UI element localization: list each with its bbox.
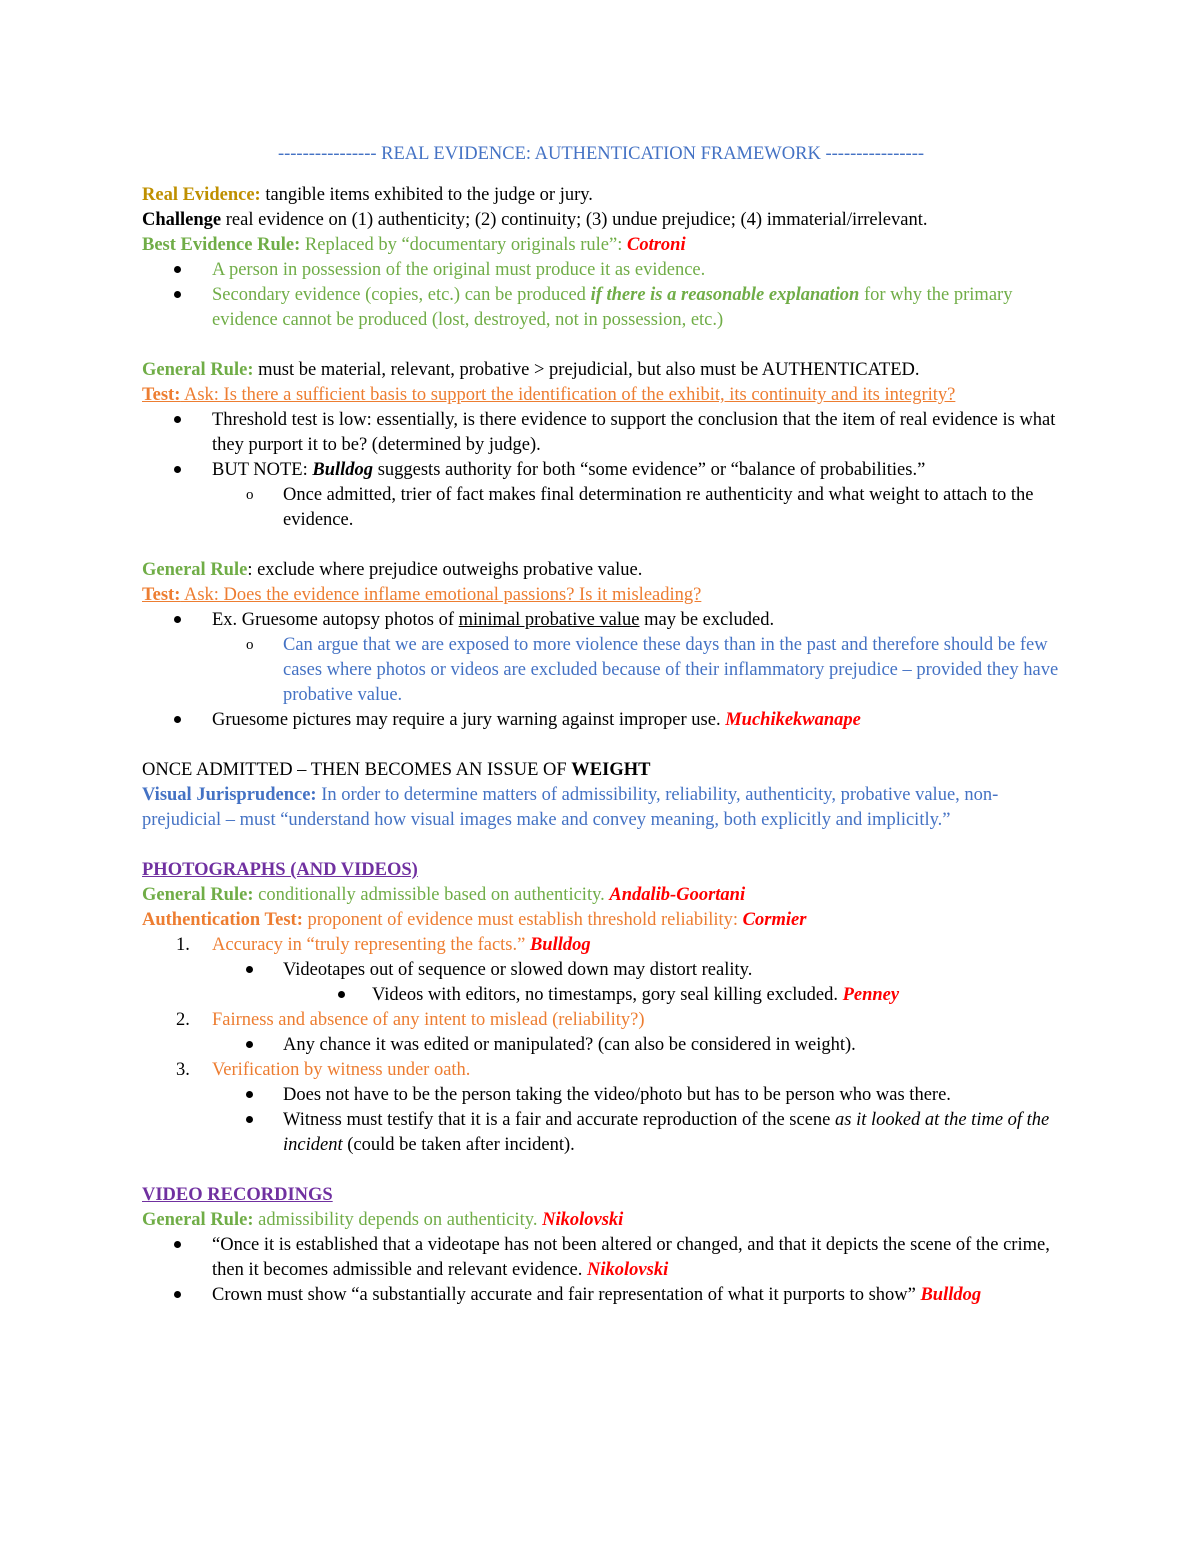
general-rule-label: General Rule xyxy=(142,560,248,580)
bullet-icon xyxy=(338,983,345,1008)
case-bulldog: Bulldog xyxy=(312,460,374,480)
case-nikolovski: Nikolovski xyxy=(587,1260,669,1280)
real-evidence-definition xyxy=(142,183,1060,208)
general-rule-label: General Rule: xyxy=(142,360,254,380)
authentication-general-rule: General Rule: must be material, relevant, probative > prejudicial, but also must be AUTHENTICATED. xyxy=(142,360,920,380)
list-item: Threshold test is low: essentially, is there evidence to support the conclusion that the item of real evidence is what they purport it to be? (determined by judge). xyxy=(142,408,1060,458)
visual-jurisprudence-label: Visual Jurisprudence: xyxy=(142,785,317,805)
best-evidence-list xyxy=(142,258,1060,333)
document-content xyxy=(142,142,1060,1308)
photographs-general-rule: General Rule: conditionally admissible based on authenticity. Andalib-Goortani xyxy=(142,885,746,905)
case-cormier: Cormier xyxy=(742,910,807,930)
photographs-numbered-list xyxy=(142,933,1060,1158)
list-item: Crown must show “a substantially accurate and fair representation of what it purports to show” Bulldog xyxy=(142,1283,1060,1308)
authentication-test-label: Authentication Test: xyxy=(142,910,303,930)
list-item: o Can argue that we are exposed to more violence these days than in the past and therefore should be few cases where photos or videos are excluded because of their inflammatory prejudice – provided they have probative value. xyxy=(246,635,1059,705)
case-nikolovski: Nikolovski xyxy=(542,1210,624,1230)
circle-bullet-icon: o xyxy=(246,637,254,653)
list-item: 3. Verification by witness under oath. xyxy=(176,1060,471,1080)
list-item: Gruesome pictures may require a jury warning against improper use. Muchikekwanape xyxy=(142,708,1060,733)
list-item: Secondary evidence (copies, etc.) can be produced if there is a reasonable explanation for why the primary evidence cannot be produced (lost, destroyed, not in possession, etc.) xyxy=(142,283,1060,333)
bullet-icon xyxy=(174,258,181,283)
list-item: Videos with editors, no timestamps, gory seal killing excluded. Penney xyxy=(142,983,1060,1008)
real-evidence-label: Real Evidence: xyxy=(142,185,261,205)
page-title: ---------------- REAL EVIDENCE: AUTHENTICATION FRAMEWORK ---------------- xyxy=(277,144,925,164)
bullet-icon xyxy=(246,1083,253,1108)
visual-jurisprudence: Visual Jurisprudence: In order to determine matters of admissibility, reliability, authenticity, probative value, non-prejudicial – must “understand how visual images make and convey meaning, both explicitly and implicitly.” xyxy=(142,785,999,830)
prejudice-test: Test: Ask: Does the evidence inflame emotional passions? Is it misleading? xyxy=(142,585,702,605)
video-list xyxy=(142,1233,1060,1308)
bullet-icon xyxy=(174,708,181,733)
case-muchikekwanape: Muchikekwanape xyxy=(725,710,861,730)
case-andalib-goortani: Andalib-Goortani xyxy=(609,885,746,905)
test-label: Test: xyxy=(142,385,181,405)
photographs-authentication-test: Authentication Test: proponent of evidence must establish threshold reliability: Cormier xyxy=(142,910,807,930)
list-item: o Once admitted, trier of fact makes final determination re authenticity and what weight to attach to the evidence. xyxy=(246,485,1034,530)
list-item: 2. Fairness and absence of any intent to mislead (reliability?) xyxy=(176,1010,645,1030)
list-item: Witness must testify that it is a fair and accurate reproduction of the scene as it looked at the time of the incident (could be taken after incident). xyxy=(142,1108,1060,1158)
list-item: Videotapes out of sequence or slowed down may distort reality. xyxy=(142,958,1060,983)
bullet-icon xyxy=(246,1033,253,1058)
weight-line: ONCE ADMITTED – THEN BECOMES AN ISSUE OF WEIGHT xyxy=(142,760,651,780)
circle-bullet-icon: o xyxy=(246,487,254,503)
list-item: “Once it is established that a videotape has not been altered or changed, and that it depicts the scene of the crime, then it becomes admissible and relevant evidence. Nikolovski xyxy=(142,1233,1060,1283)
bullet-icon xyxy=(246,1108,253,1133)
best-evidence-text: Replaced by “documentary originals rule”: xyxy=(300,235,627,255)
challenge-label: Challenge xyxy=(142,210,222,230)
case-bulldog: Bulldog xyxy=(529,935,591,955)
bullet-icon xyxy=(174,283,181,308)
case-bulldog: Bulldog xyxy=(920,1285,982,1305)
test-label: Test: xyxy=(142,585,181,605)
general-rule-label: General Rule: xyxy=(142,885,254,905)
general-rule-label: General Rule: xyxy=(142,1210,254,1230)
list-item: Any chance it was edited or manipulated? (can also be considered in weight). xyxy=(142,1033,1060,1058)
case-penney: Penney xyxy=(842,985,900,1005)
real-evidence-text: tangible items exhibited to the judge or jury. xyxy=(260,185,593,205)
video-general-rule: General Rule: admissibility depends on authenticity. Nikolovski xyxy=(142,1210,624,1230)
authentication-test: Test: Ask: Is there a sufficient basis to support the identification of the exhibit, its continuity and its integrity? xyxy=(142,385,956,405)
list-item: BUT NOTE: Bulldog suggests authority for both “some evidence” or “balance of probabilities.” xyxy=(142,458,1060,483)
video-recordings-heading: VIDEO RECORDINGS xyxy=(142,1185,333,1205)
best-evidence-label: Best Evidence Rule: xyxy=(142,235,301,255)
list-item: 1. Accuracy in “truly representing the facts.” Bulldog xyxy=(176,935,591,955)
challenge-line xyxy=(142,208,1060,233)
bullet-icon xyxy=(174,408,181,433)
photographs-heading: PHOTOGRAPHS (AND VIDEOS) xyxy=(142,860,418,880)
bullet-icon xyxy=(246,958,253,983)
list-item: Does not have to be the person taking the video/photo but has to be person who was there. xyxy=(142,1083,1060,1108)
list-item: A person in possession of the original must produce it as evidence. xyxy=(142,258,1060,283)
prejudice-list xyxy=(142,608,1060,733)
bullet-icon xyxy=(174,608,181,633)
bullet-icon xyxy=(174,1283,181,1308)
prejudice-general-rule: General Rule: exclude where prejudice outweighs probative value. xyxy=(142,560,643,580)
best-evidence-rule xyxy=(142,233,1060,258)
bullet-icon xyxy=(174,1233,181,1258)
case-cotroni: Cotroni xyxy=(626,235,686,255)
challenge-text: real evidence on (1) authenticity; (2) continuity; (3) undue prejudice; (4) immaterial/irrelevant. xyxy=(221,210,928,230)
bullet-icon xyxy=(174,458,181,483)
authentication-list xyxy=(142,408,1060,533)
list-item: Ex. Gruesome autopsy photos of minimal probative value may be excluded. xyxy=(142,608,1060,633)
